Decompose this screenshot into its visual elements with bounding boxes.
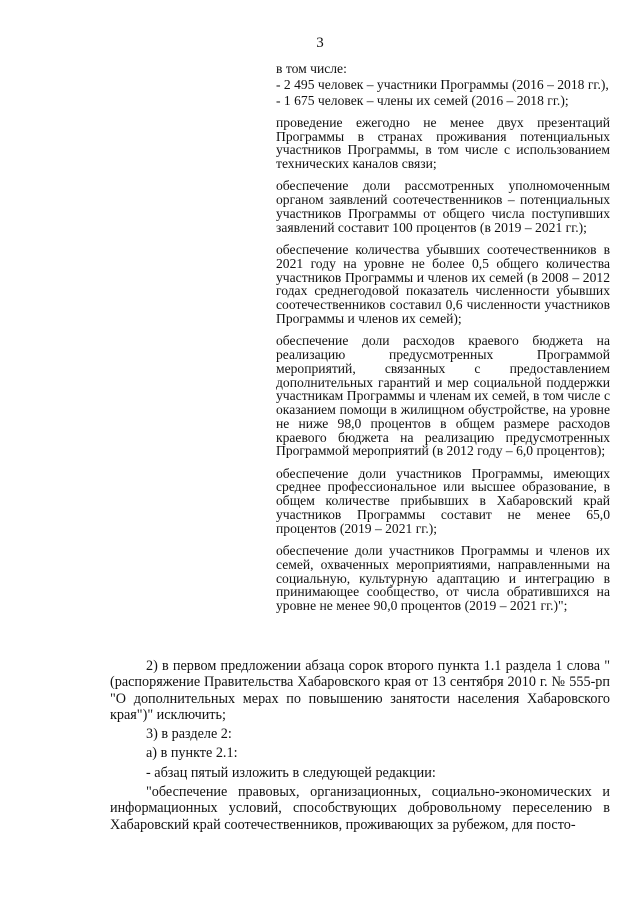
- target-paragraph-education: обеспечение доли участников Программы, имеющих среднее профессиональное или высшее образование, в общем количестве прибывших в Хабаровский край участников Программы составит не менее 65,0 процентов (2019 – 2021 гг.);: [276, 465, 610, 536]
- target-paragraph-applications: обеспечение доли рассмотренных уполномоченным органом заявлений соотечественников – потенциальных участников Программы от общего числа поступивших заявлений составит 100 процентов (в 2019 – 2021 гг.);: [276, 178, 610, 235]
- family-members-count-line: - 1 675 человек – члены их семей (2016 – 2018 гг.);: [276, 92, 569, 108]
- page-number: 3: [316, 35, 324, 51]
- amendment-new-text: "обеспечение правовых, организационных, социально-экономических и информационных условий, способствующих добровольному переселению в Хабаровский край соотечественников, проживающих за рубежом, для посто-: [110, 784, 610, 833]
- participants-count-line: - 2 495 человек – участники Программы (2016 – 2018 гг.),: [276, 76, 609, 92]
- program-targets-block: [276, 62, 610, 621]
- amendments-block: [110, 658, 610, 836]
- amendment-item-3a: а) в пункте 2.1:: [146, 745, 238, 762]
- target-paragraph-presentations: проведение ежегодно не менее двух презентаций Программы в странах проживания потенциальных участников Программы, в том числе с использованием технических каналов связи;: [276, 114, 610, 172]
- amendment-item-2: 2) в первом предложении абзаца сорок второго пункта 1.1 раздела 1 слова "(распоряжение Правительства Хабаровского края от 13 сентября 2010 г. № 555-рп "О дополнительных мерах по повышению занятости населения Хабаровского края")" исключить;: [110, 658, 610, 723]
- amendment-item-3: 3) в разделе 2:: [146, 726, 232, 743]
- target-paragraph-departed: обеспечение количества убывших соотечественников в 2021 году на уровне не более 0,5 общего количества участников Программы и членов их семей (в 2008 – 2012 годах среднегодовой показатель численности убывших соотечественников составил 0,6 численности участников Программы и членов их семей);: [276, 241, 610, 326]
- targets-intro: в том числе:: [276, 61, 347, 76]
- target-paragraph-adaptation: обеспечение доли участников Программы и членов их семей, охваченных мероприятиями, направленными на социальную, культурную адаптацию и интеграцию в принимающее сообщество, от числа обратившихся на уровне не менее 90,0 процентов (2019 – 2021 гг.)";: [276, 543, 610, 614]
- amendment-item-3a-sub: - абзац пятый изложить в следующей редакции:: [146, 764, 436, 781]
- target-paragraph-budget: обеспечение доли расходов краевого бюджета на реализацию предусмотренных Программой мероприятий, связанных с предоставлением дополнительных гарантий и мер социальной поддержки участникам Программы и членам их семей, в том числе с оказанием помощи в жилищном обустройстве, на уровне не ниже 98,0 процентов в общем размере расходов краевого бюджета на реализацию предусмотренных Программой мероприятий (в 2012 году – 6,0 процентов);: [276, 333, 610, 459]
